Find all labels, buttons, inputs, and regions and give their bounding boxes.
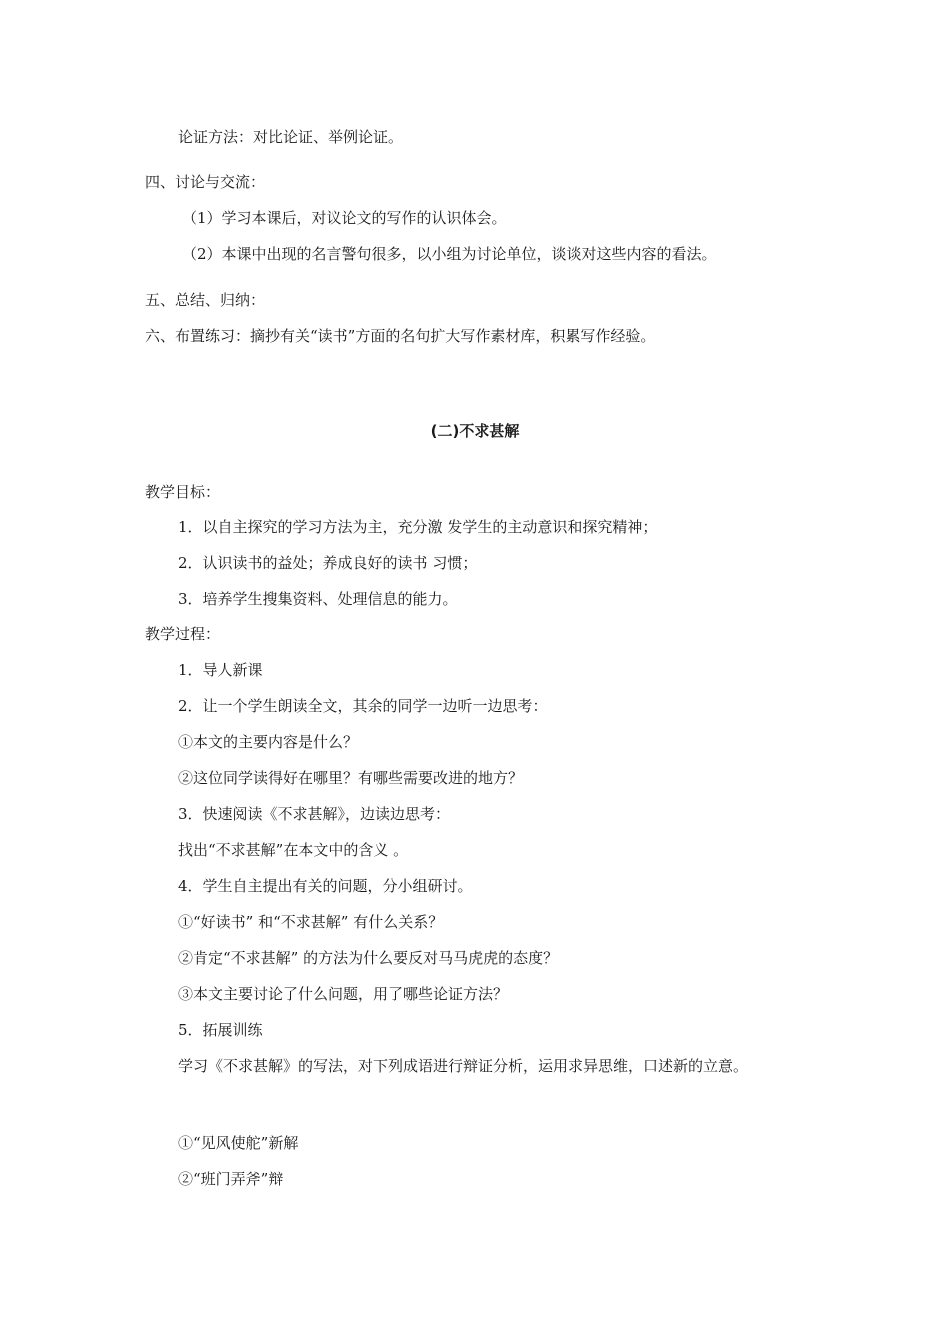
goal-item-2: 2．认识读书的益处；养成良好的读书 习惯；: [178, 554, 478, 572]
goal-item-1: 1．以自主探究的学习方法为主，充分激 发学生的主动意识和探究精神；: [178, 518, 658, 536]
process-item-7: 4．学生自主提出有关的问题，分小组研讨。: [178, 877, 473, 895]
process-item-9: ②肯定“不求甚解” 的方法为什么要反对马马虎虎的态度？: [178, 949, 559, 967]
process-item-1: 1．导人新课: [178, 661, 263, 679]
process-item-2: 2．让一个学生朗读全文，其余的同学一边听一边思考：: [178, 697, 548, 715]
discussion-item-1: （1）学习本课后，对议论文的写作的认识体会。: [182, 209, 507, 227]
goals-heading: 教学目标：: [145, 483, 221, 501]
process-item-8: ①“好读书” 和“不求甚解” 有什么关系？: [178, 913, 444, 931]
process-item-10: ③本文主要讨论了什么问题，用了哪些论证方法？: [178, 985, 509, 1003]
process-heading: 教学过程：: [145, 625, 221, 643]
process-item-12: 学习《不求甚解》的写法，对下列成语进行辩证分析，运用求异思维，口述新的立意。: [178, 1057, 749, 1075]
discussion-heading: 四、讨论与交流：: [145, 173, 266, 191]
argument-methods-line: 论证方法：对比论证、举例论证。: [178, 128, 404, 146]
exercise-line: 六、布置练习：摘抄有关“读书”方面的名句扩大写作素材库，积累写作经验。: [145, 327, 656, 345]
process-item-11: 5．拓展训练: [178, 1021, 263, 1039]
section-title: (二)不求甚解: [430, 422, 520, 440]
process-item-6: 找出“不求甚解”在本文中的含义 。: [178, 841, 409, 859]
discussion-item-2: （2）本课中出现的名言警句很多，以小组为讨论单位，谈谈对这些内容的看法。: [182, 245, 717, 263]
goal-item-3: 3．培养学生搜集资料、处理信息的能力。: [178, 590, 458, 608]
process-item-14: ②“班门弄斧”辩: [178, 1170, 284, 1188]
summary-heading: 五、总结、归纳：: [145, 291, 266, 309]
process-item-4: ②这位同学读得好在哪里？有哪些需要改进的地方？: [178, 769, 524, 787]
process-item-13: ①“见风使舵”新解: [178, 1134, 299, 1152]
process-item-3: ①本文的主要内容是什么？: [178, 733, 359, 751]
process-item-5: 3．快速阅读《不求甚解》，边读边思考：: [178, 805, 451, 823]
